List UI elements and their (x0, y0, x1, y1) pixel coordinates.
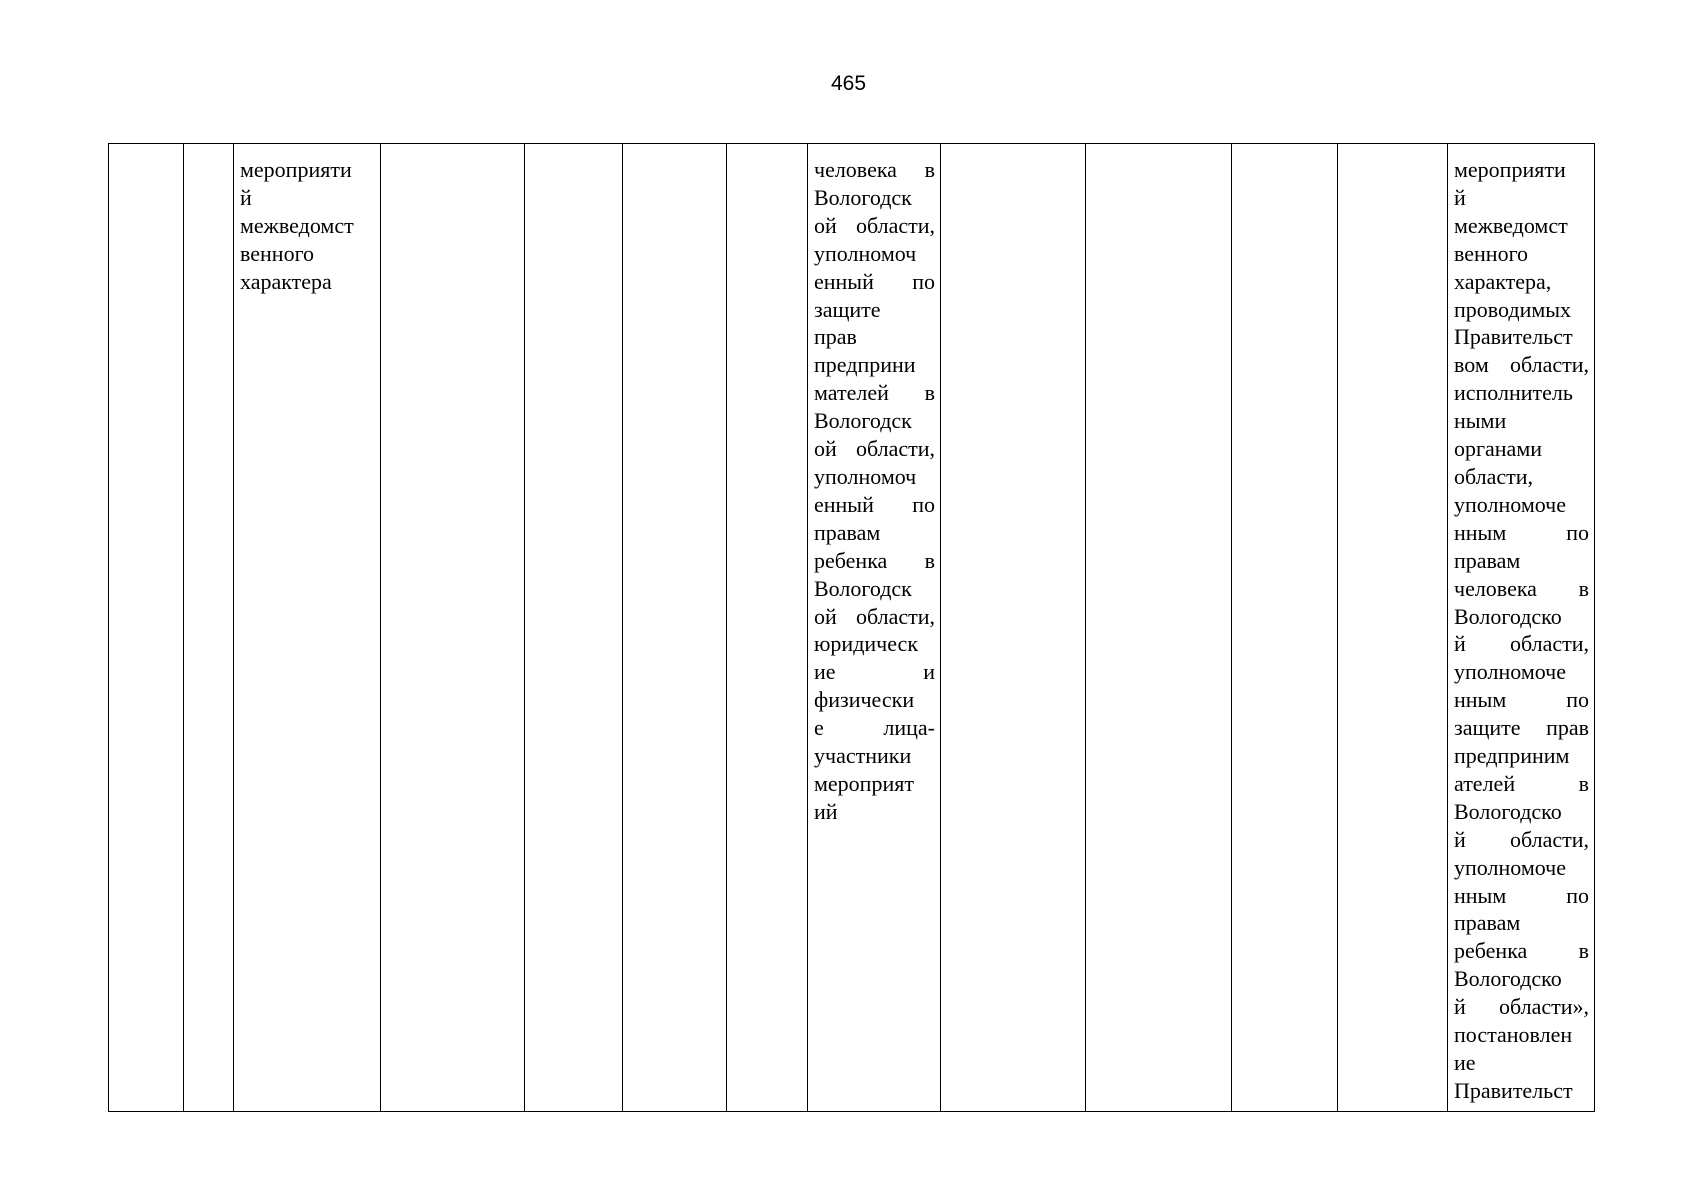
table-cell-2 (184, 144, 234, 1112)
table-cell-1 (109, 144, 184, 1112)
table-cell-8: человека в Вологодск ой области, уполномоч енный по защите прав предприни мателей в Вологодск ой области, уполномоч енный по правам ребенка в Вологодск ой области, юридическ ие и физически е лица- участники мероприят ий (808, 144, 941, 1112)
table-cell-5 (525, 144, 623, 1112)
table-cell-6 (623, 144, 727, 1112)
page-number: 465 (830, 72, 867, 95)
table-cell-11 (1232, 144, 1338, 1112)
table-cell-13: мероприяти й межведомст венного характера, проводимых Правительст вом области, исполнитель ными органами области, уполномоче нным по правам человека в Вологодско й области, уполномоче нным по защите прав предприним ателей в Вологодско й области, уполномоче нным по правам ребенка в Вологодско й области», постановлен ие Правительст (1448, 144, 1595, 1112)
table-cell-4 (381, 144, 525, 1112)
document-table (108, 143, 1595, 1112)
table-cell-7 (727, 144, 808, 1112)
table-cell-9 (941, 144, 1086, 1112)
table-cell-3: мероприяти й межведомст венного характера (234, 144, 381, 1112)
table-cell-12 (1338, 144, 1448, 1112)
table-row (109, 144, 1595, 1112)
table-cell-10 (1086, 144, 1232, 1112)
